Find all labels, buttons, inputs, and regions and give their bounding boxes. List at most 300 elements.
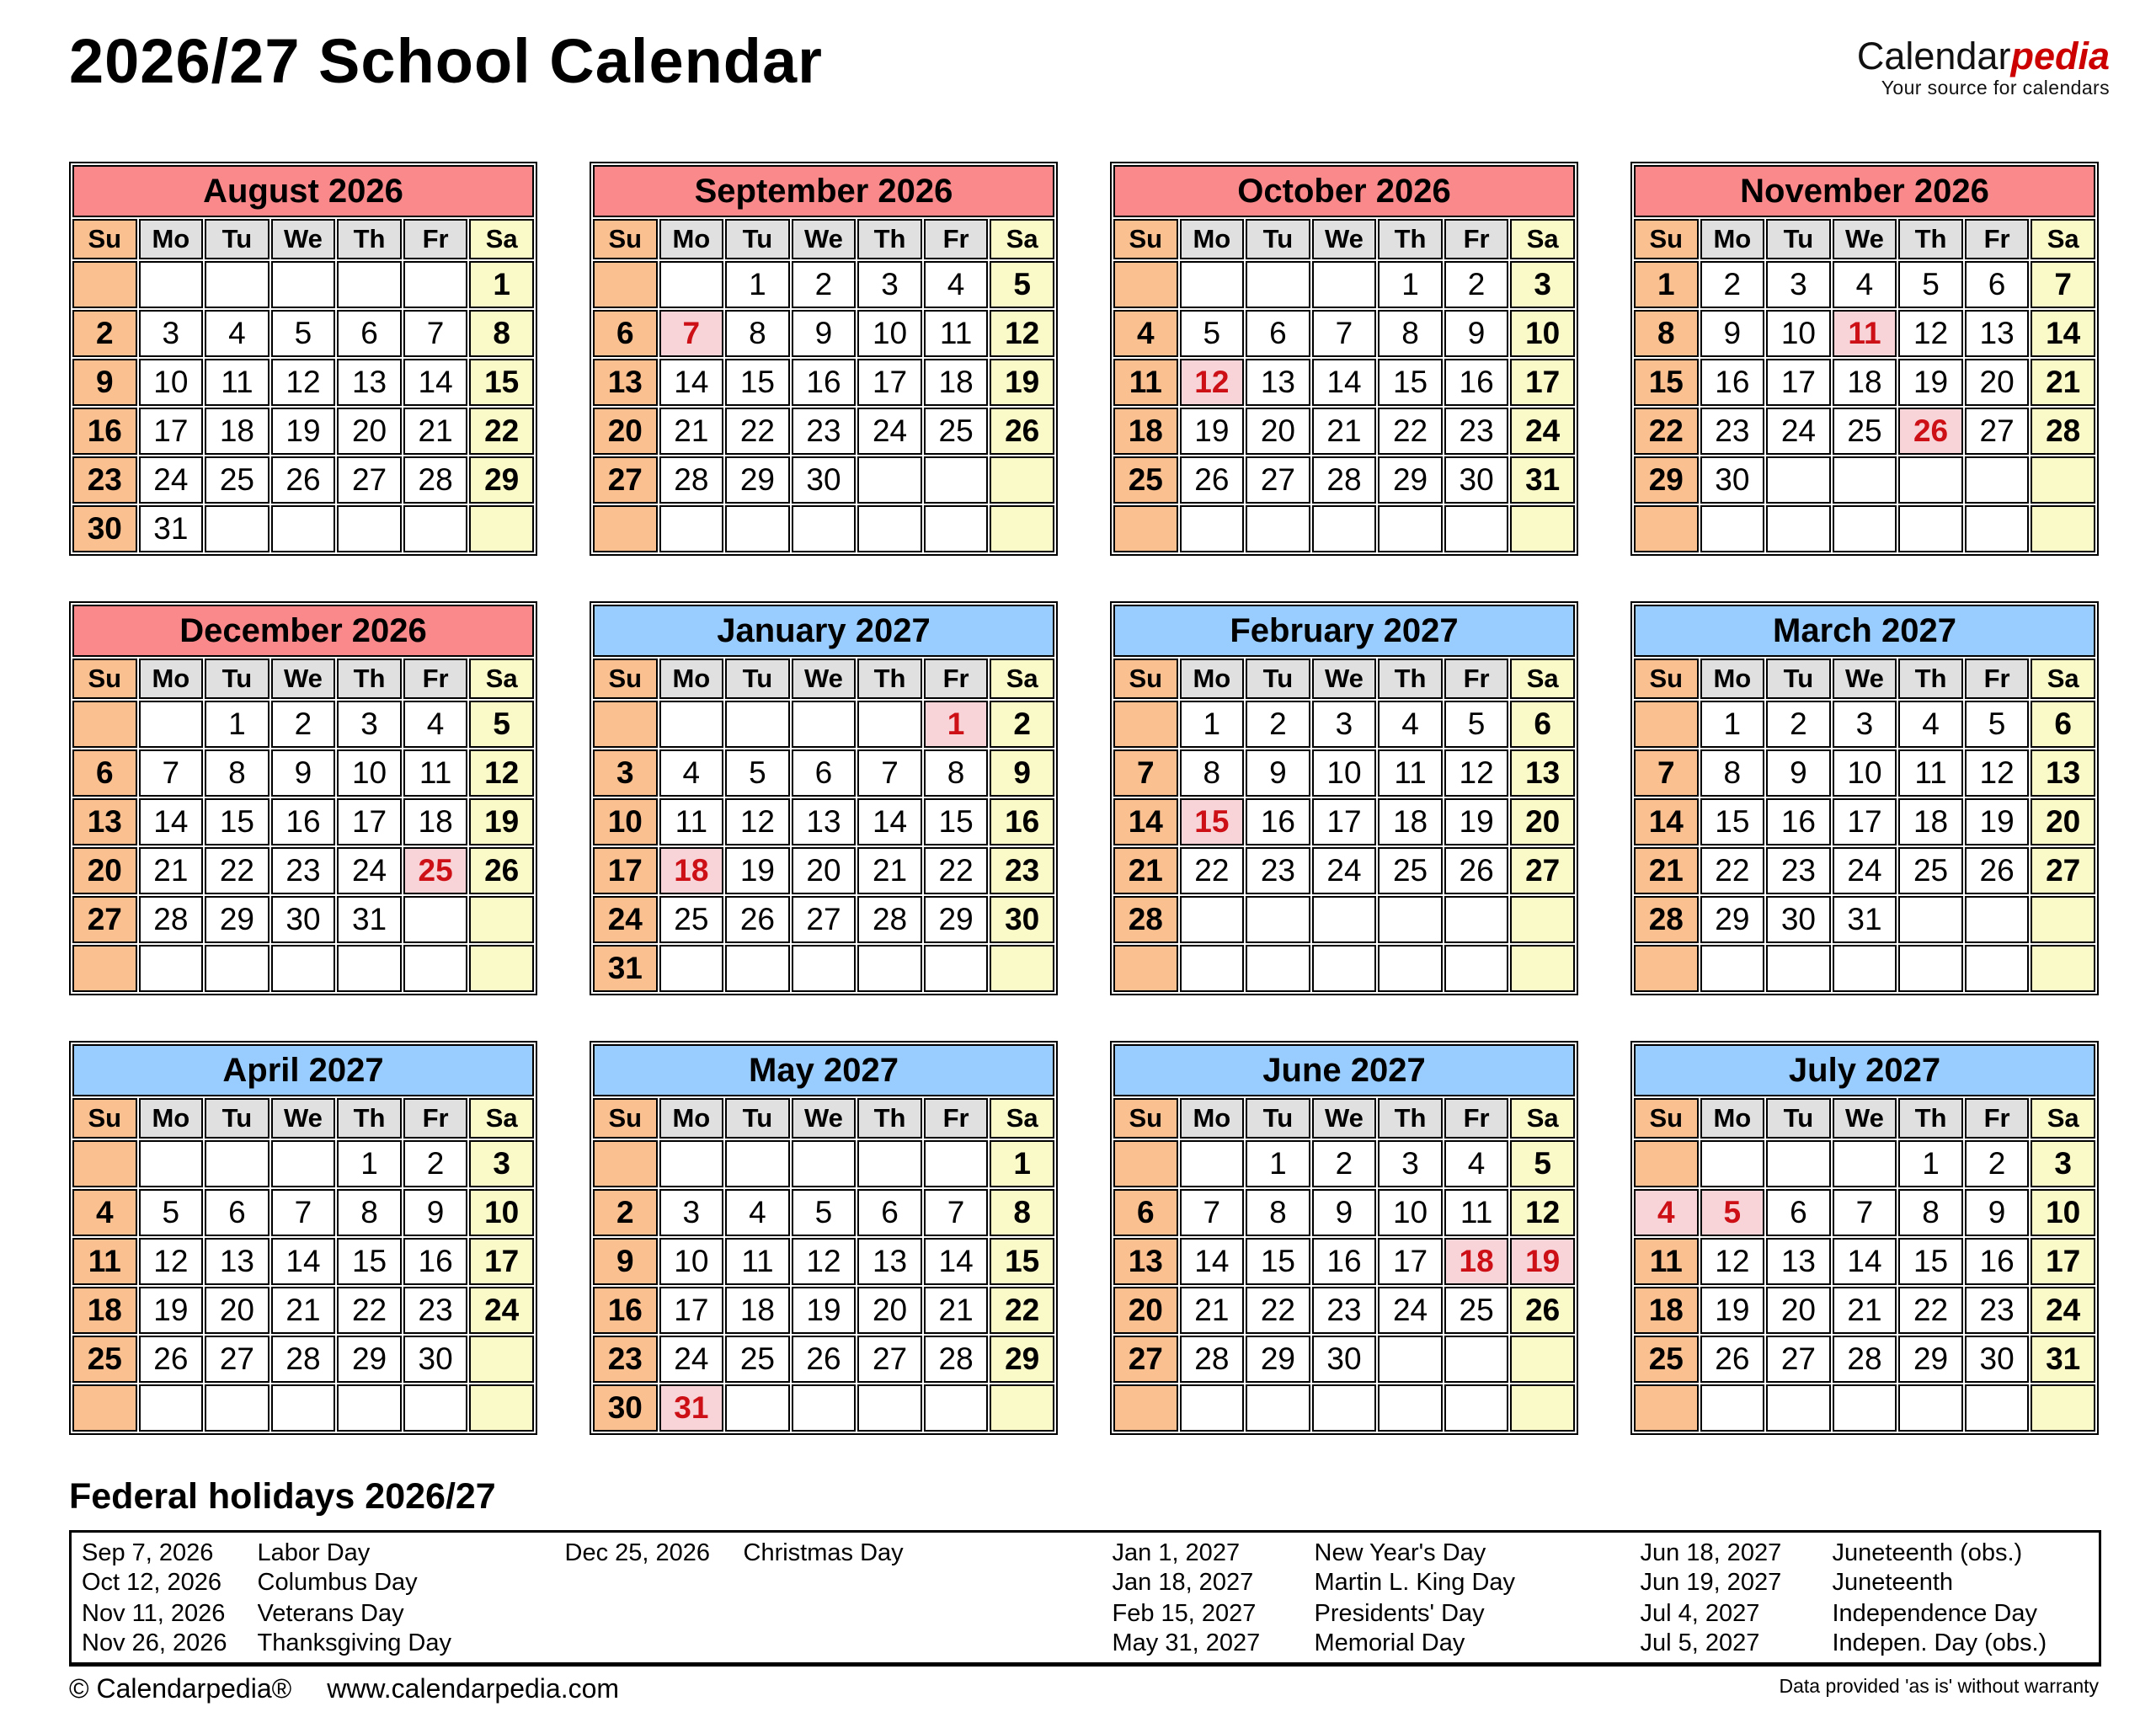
date-cell: 10: [139, 359, 204, 406]
date-cell: 28: [1833, 1336, 1897, 1383]
date-cell-empty: [1965, 505, 2030, 552]
day-header-su: Su: [1634, 219, 1699, 259]
date-cell: 14: [857, 798, 922, 845]
logo-wordmark: [1857, 37, 2110, 75]
date-cell-empty: [1246, 945, 1310, 992]
date-cell-empty: [403, 945, 468, 992]
date-cell-empty: [1766, 1384, 1831, 1432]
date-cell: 21: [1180, 1287, 1245, 1334]
day-header-tu: Tu: [725, 659, 790, 699]
date-cell-empty: [1378, 945, 1443, 992]
date-cell-empty: [2031, 505, 2095, 552]
date-cell: 28: [1634, 896, 1699, 943]
holiday-row: [71, 1532, 2100, 1568]
date-cell: 20: [2031, 798, 2095, 845]
holiday-date: Nov 11, 2026: [82, 1600, 226, 1628]
date-cell: 18: [1113, 408, 1178, 455]
date-cell-empty: [72, 1384, 137, 1432]
date-cell: 12: [792, 1238, 857, 1285]
date-cell: 13: [857, 1238, 922, 1285]
date-cell: 29: [1634, 456, 1699, 504]
date-cell-empty: [990, 945, 1054, 992]
date-cell: 3: [337, 701, 402, 748]
date-cell-empty: [337, 261, 402, 308]
date-cell: 10: [1766, 310, 1831, 357]
date-cell-empty: [337, 945, 402, 992]
date-cell-empty: [271, 1384, 336, 1432]
day-header-th: Th: [857, 659, 922, 699]
day-header-sa: Sa: [469, 659, 534, 699]
date-cell: 4: [403, 701, 468, 748]
date-cell: 16: [1700, 359, 1765, 406]
date-cell: 13: [593, 359, 658, 406]
holiday-cell-empty: [744, 1598, 1113, 1629]
day-header-we: We: [792, 1098, 857, 1139]
date-cell: 2: [593, 1189, 658, 1236]
date-cell: 20: [72, 847, 137, 894]
month-title: September 2026: [593, 165, 1054, 217]
date-cell-empty: [403, 261, 468, 308]
month-title: January 2027: [593, 605, 1054, 657]
date-cell: 3: [469, 1140, 534, 1187]
day-header-fr: Fr: [1444, 659, 1509, 699]
day-header-su: Su: [1113, 1098, 1178, 1139]
date-cell: 27: [205, 1336, 270, 1383]
day-header-we: We: [1833, 659, 1897, 699]
date-cell-empty: [1510, 896, 1575, 943]
date-cell: 31: [659, 1384, 724, 1432]
date-cell: 20: [593, 408, 658, 455]
date-cell: 20: [792, 847, 857, 894]
date-cell: 23: [1312, 1287, 1377, 1334]
holiday-name: Veterans Day: [257, 1600, 404, 1628]
date-cell: 15: [725, 359, 790, 406]
date-cell-empty: [1444, 945, 1509, 992]
date-cell: 1: [205, 701, 270, 748]
date-cell: 30: [792, 456, 857, 504]
date-cell: 19: [1444, 798, 1509, 845]
date-cell-empty: [1898, 1384, 1963, 1432]
date-cell: 8: [990, 1189, 1054, 1236]
date-cell: 21: [403, 408, 468, 455]
date-cell: 18: [1378, 798, 1443, 845]
date-cell: 22: [1180, 847, 1245, 894]
date-cell-empty: [2031, 945, 2095, 992]
date-cell: 13: [1246, 359, 1310, 406]
website-link[interactable]: www.calendarpedia.com: [327, 1673, 620, 1704]
date-cell: 2: [1766, 701, 1831, 748]
date-cell-empty: [1312, 896, 1377, 943]
date-cell-empty: [1965, 456, 2030, 504]
date-cell-empty: [659, 261, 724, 308]
day-header-th: Th: [1378, 219, 1443, 259]
date-cell: 26: [792, 1336, 857, 1383]
holiday-date: May 31, 2027: [1112, 1629, 1261, 1657]
date-cell: 17: [659, 1287, 724, 1334]
date-cell: 1: [1700, 701, 1765, 748]
date-cell: 5: [1510, 1140, 1575, 1187]
date-cell: 25: [1833, 408, 1897, 455]
date-cell: 10: [469, 1189, 534, 1236]
date-cell: 6: [72, 749, 137, 797]
day-header-mo: Mo: [1700, 659, 1765, 699]
date-cell: 24: [1378, 1287, 1443, 1334]
date-cell: 27: [1246, 456, 1310, 504]
date-cell: 1: [924, 701, 989, 748]
day-header-sa: Sa: [469, 1098, 534, 1139]
date-cell-empty: [1634, 1384, 1699, 1432]
holiday-cell-empty: [565, 1598, 744, 1629]
day-header-su: Su: [1113, 219, 1178, 259]
date-cell: 23: [1700, 408, 1765, 455]
date-cell: 26: [1444, 847, 1509, 894]
date-cell-empty: [857, 505, 922, 552]
holiday-date: Oct 12, 2026: [82, 1569, 222, 1597]
day-header-th: Th: [337, 1098, 402, 1139]
date-cell: 20: [1766, 1287, 1831, 1334]
date-cell: 14: [659, 359, 724, 406]
date-cell-empty: [2031, 896, 2095, 943]
date-cell-empty: [72, 945, 137, 992]
date-cell: 27: [72, 896, 137, 943]
date-cell-empty: [725, 701, 790, 748]
date-cell-empty: [1898, 456, 1963, 504]
date-cell: 19: [139, 1287, 204, 1334]
date-cell: 5: [725, 749, 790, 797]
date-cell-empty: [139, 945, 204, 992]
holiday-date: Jan 18, 2027: [1112, 1569, 1254, 1597]
date-cell: 28: [139, 896, 204, 943]
date-cell: 9: [792, 310, 857, 357]
date-cell: 4: [1898, 701, 1963, 748]
date-cell-empty: [1700, 505, 1765, 552]
date-cell: 4: [1634, 1189, 1699, 1236]
date-cell: 28: [271, 1336, 336, 1383]
month-september-2026: [590, 162, 1058, 556]
day-header-mo: Mo: [1700, 219, 1765, 259]
holiday-date: Jan 1, 2027: [1112, 1539, 1241, 1567]
date-cell: 8: [1700, 749, 1765, 797]
date-cell: 10: [1312, 749, 1377, 797]
date-cell: 5: [1180, 310, 1245, 357]
date-cell: 24: [469, 1287, 534, 1334]
date-cell: 30: [72, 505, 137, 552]
date-cell: 12: [139, 1238, 204, 1285]
day-header-su: Su: [72, 219, 137, 259]
date-cell: 4: [659, 749, 724, 797]
date-cell: 22: [469, 408, 534, 455]
day-header-fr: Fr: [1444, 1098, 1509, 1139]
holiday-date: Jul 4, 2027: [1640, 1600, 1760, 1628]
day-header-sa: Sa: [1510, 219, 1575, 259]
date-cell: 31: [2031, 1336, 2095, 1383]
date-cell-empty: [1378, 896, 1443, 943]
date-cell: 13: [72, 798, 137, 845]
date-cell: 8: [1246, 1189, 1310, 1236]
date-cell-empty: [1833, 945, 1897, 992]
date-cell: 5: [1444, 701, 1509, 748]
date-cell: 11: [725, 1238, 790, 1285]
date-cell: 22: [990, 1287, 1054, 1334]
date-cell-empty: [469, 945, 534, 992]
calendarpedia-logo[interactable]: [1857, 37, 2110, 98]
month-december-2026: [69, 601, 537, 995]
day-header-sa: Sa: [2031, 659, 2095, 699]
date-cell-empty: [403, 1384, 468, 1432]
date-cell: 23: [271, 847, 336, 894]
day-header-sa: Sa: [2031, 219, 2095, 259]
date-cell: 27: [1965, 408, 2030, 455]
date-cell: 28: [924, 1336, 989, 1383]
date-cell-empty: [1312, 945, 1377, 992]
date-cell: 30: [990, 896, 1054, 943]
date-cell: 5: [139, 1189, 204, 1236]
date-cell-empty: [1113, 701, 1178, 748]
date-cell-empty: [2031, 1384, 2095, 1432]
date-cell: 8: [725, 310, 790, 357]
date-cell-empty: [1444, 896, 1509, 943]
date-cell: 10: [1510, 310, 1575, 357]
date-cell: 10: [2031, 1189, 2095, 1236]
day-header-mo: Mo: [659, 1098, 724, 1139]
date-cell: 30: [403, 1336, 468, 1383]
date-cell: 5: [990, 261, 1054, 308]
date-cell: 10: [1378, 1189, 1443, 1236]
date-cell: 9: [1766, 749, 1831, 797]
date-cell: 12: [469, 749, 534, 797]
day-header-we: We: [1312, 219, 1377, 259]
day-header-tu: Tu: [1766, 659, 1831, 699]
date-cell: 15: [337, 1238, 402, 1285]
date-cell: 4: [1113, 310, 1178, 357]
holiday-name: Memorial Day: [1314, 1629, 1465, 1657]
footer-copyright-line: [69, 1673, 619, 1704]
date-cell-empty: [1378, 1336, 1443, 1383]
date-cell-empty: [924, 945, 989, 992]
date-cell: 3: [593, 749, 658, 797]
date-cell: 9: [1312, 1189, 1377, 1236]
day-header-th: Th: [337, 219, 402, 259]
date-cell: 26: [469, 847, 534, 894]
date-cell: 25: [1898, 847, 1963, 894]
date-cell-empty: [1180, 945, 1245, 992]
date-cell: 14: [1833, 1238, 1897, 1285]
date-cell: 24: [1766, 408, 1831, 455]
date-cell: 12: [990, 310, 1054, 357]
month-title: October 2026: [1113, 165, 1575, 217]
holiday-date: Feb 15, 2027: [1112, 1600, 1257, 1628]
holiday-name: Martin L. King Day: [1314, 1569, 1516, 1597]
date-cell: 20: [1246, 408, 1310, 455]
date-cell-empty: [1378, 505, 1443, 552]
date-cell-empty: [139, 1140, 204, 1187]
date-cell: 17: [1312, 798, 1377, 845]
federal-holidays-heading: Federal holidays 2026/27: [69, 1476, 496, 1517]
date-cell: 11: [403, 749, 468, 797]
date-cell-empty: [271, 945, 336, 992]
date-cell: 15: [205, 798, 270, 845]
date-cell: 2: [1444, 261, 1509, 308]
date-cell-empty: [1180, 1140, 1245, 1187]
date-cell: 16: [792, 359, 857, 406]
date-cell: 28: [1180, 1336, 1245, 1383]
date-cell: 2: [72, 310, 137, 357]
date-cell-empty: [1444, 505, 1509, 552]
date-cell: 6: [593, 310, 658, 357]
date-cell: 9: [1246, 749, 1310, 797]
holiday-cell-empty: [565, 1629, 744, 1665]
date-cell-empty: [990, 456, 1054, 504]
date-cell: 11: [1898, 749, 1963, 797]
date-cell: 19: [1700, 1287, 1765, 1334]
date-cell: 23: [792, 408, 857, 455]
date-cell-empty: [271, 505, 336, 552]
date-cell: 18: [1833, 359, 1897, 406]
date-cell: 9: [271, 749, 336, 797]
date-cell: 7: [1113, 749, 1178, 797]
date-cell-empty: [1898, 896, 1963, 943]
month-title: May 2027: [593, 1044, 1054, 1096]
date-cell: 5: [1965, 701, 2030, 748]
holiday-date: Jun 18, 2027: [1640, 1539, 1782, 1567]
date-cell: 14: [1113, 798, 1178, 845]
date-cell: 6: [792, 749, 857, 797]
date-cell-empty: [792, 505, 857, 552]
date-cell-empty: [1180, 261, 1245, 308]
date-cell-empty: [1634, 701, 1699, 748]
day-header-tu: Tu: [1246, 659, 1310, 699]
date-cell: 16: [593, 1287, 658, 1334]
date-cell-empty: [725, 505, 790, 552]
date-cell: 28: [1113, 896, 1178, 943]
day-header-su: Su: [1634, 1098, 1699, 1139]
date-cell: 12: [1898, 310, 1963, 357]
date-cell: 26: [1180, 456, 1245, 504]
date-cell: 1: [1378, 261, 1443, 308]
date-cell: 11: [1833, 310, 1897, 357]
date-cell: 31: [1833, 896, 1897, 943]
date-cell-empty: [2031, 456, 2095, 504]
day-header-tu: Tu: [205, 1098, 270, 1139]
date-cell-empty: [593, 1140, 658, 1187]
date-cell-empty: [857, 1384, 922, 1432]
date-cell: 18: [205, 408, 270, 455]
date-cell: 27: [857, 1336, 922, 1383]
date-cell-empty: [1113, 261, 1178, 308]
date-cell: 1: [1634, 261, 1699, 308]
date-cell: 11: [72, 1238, 137, 1285]
holiday-name: Thanksgiving Day: [257, 1629, 451, 1657]
date-cell-empty: [205, 1384, 270, 1432]
date-cell: 21: [659, 408, 724, 455]
holiday-name: Independence Day: [1832, 1600, 2037, 1628]
date-cell: 22: [725, 408, 790, 455]
date-cell-empty: [1246, 896, 1310, 943]
date-cell: 17: [1766, 359, 1831, 406]
date-cell: 13: [2031, 749, 2095, 797]
day-header-su: Su: [72, 659, 137, 699]
date-cell: 1: [725, 261, 790, 308]
date-cell-empty: [1833, 1140, 1897, 1187]
date-cell: 30: [1766, 896, 1831, 943]
day-header-fr: Fr: [924, 1098, 989, 1139]
date-cell: 9: [72, 359, 137, 406]
month-june-2027: [1110, 1041, 1578, 1435]
date-cell: 8: [469, 310, 534, 357]
date-cell-empty: [1833, 1384, 1897, 1432]
date-cell-empty: [1312, 505, 1377, 552]
date-cell: 4: [1833, 261, 1897, 308]
date-cell: 23: [1766, 847, 1831, 894]
date-cell: 15: [1246, 1238, 1310, 1285]
date-cell-empty: [1965, 896, 2030, 943]
date-cell: 22: [1378, 408, 1443, 455]
date-cell: 24: [1833, 847, 1897, 894]
date-cell: 21: [1833, 1287, 1897, 1334]
date-cell: 6: [337, 310, 402, 357]
date-cell: 5: [792, 1189, 857, 1236]
date-cell: 22: [205, 847, 270, 894]
date-cell: 31: [337, 896, 402, 943]
day-header-we: We: [1312, 1098, 1377, 1139]
date-cell-empty: [990, 1384, 1054, 1432]
date-cell: 27: [2031, 847, 2095, 894]
date-cell-empty: [1833, 456, 1897, 504]
month-title: November 2026: [1634, 165, 2095, 217]
date-cell: 28: [1312, 456, 1377, 504]
date-cell: 19: [1965, 798, 2030, 845]
date-cell: 9: [1965, 1189, 2030, 1236]
day-header-tu: Tu: [1246, 219, 1310, 259]
day-header-su: Su: [1634, 659, 1699, 699]
day-header-mo: Mo: [1180, 219, 1245, 259]
day-header-mo: Mo: [659, 659, 724, 699]
date-cell: 29: [337, 1336, 402, 1383]
date-cell: 27: [1113, 1336, 1178, 1383]
day-header-fr: Fr: [1444, 219, 1509, 259]
date-cell-empty: [271, 1140, 336, 1187]
date-cell: 22: [1246, 1287, 1310, 1334]
date-cell-empty: [139, 701, 204, 748]
day-header-mo: Mo: [139, 219, 204, 259]
date-cell: 13: [1113, 1238, 1178, 1285]
day-header-mo: Mo: [1180, 659, 1245, 699]
date-cell: 6: [205, 1189, 270, 1236]
holiday-name: Juneteenth: [1832, 1569, 1954, 1597]
date-cell: 5: [1700, 1189, 1765, 1236]
date-cell: 7: [1312, 310, 1377, 357]
date-cell: 2: [792, 261, 857, 308]
date-cell: 6: [1965, 261, 2030, 308]
date-cell-empty: [1312, 1384, 1377, 1432]
date-cell: 6: [1246, 310, 1310, 357]
date-cell: 17: [337, 798, 402, 845]
holiday-name: Indepen. Day (obs.): [1832, 1629, 2047, 1657]
date-cell: 14: [403, 359, 468, 406]
date-cell-empty: [1898, 945, 1963, 992]
date-cell: 20: [205, 1287, 270, 1334]
date-cell: 25: [403, 847, 468, 894]
day-header-th: Th: [1898, 1098, 1963, 1139]
day-header-fr: Fr: [1965, 219, 2030, 259]
date-cell: 3: [139, 310, 204, 357]
date-cell: 30: [1700, 456, 1765, 504]
day-header-sa: Sa: [1510, 1098, 1575, 1139]
date-cell: 9: [990, 749, 1054, 797]
date-cell: 12: [725, 798, 790, 845]
date-cell-empty: [403, 896, 468, 943]
date-cell: 2: [1965, 1140, 2030, 1187]
